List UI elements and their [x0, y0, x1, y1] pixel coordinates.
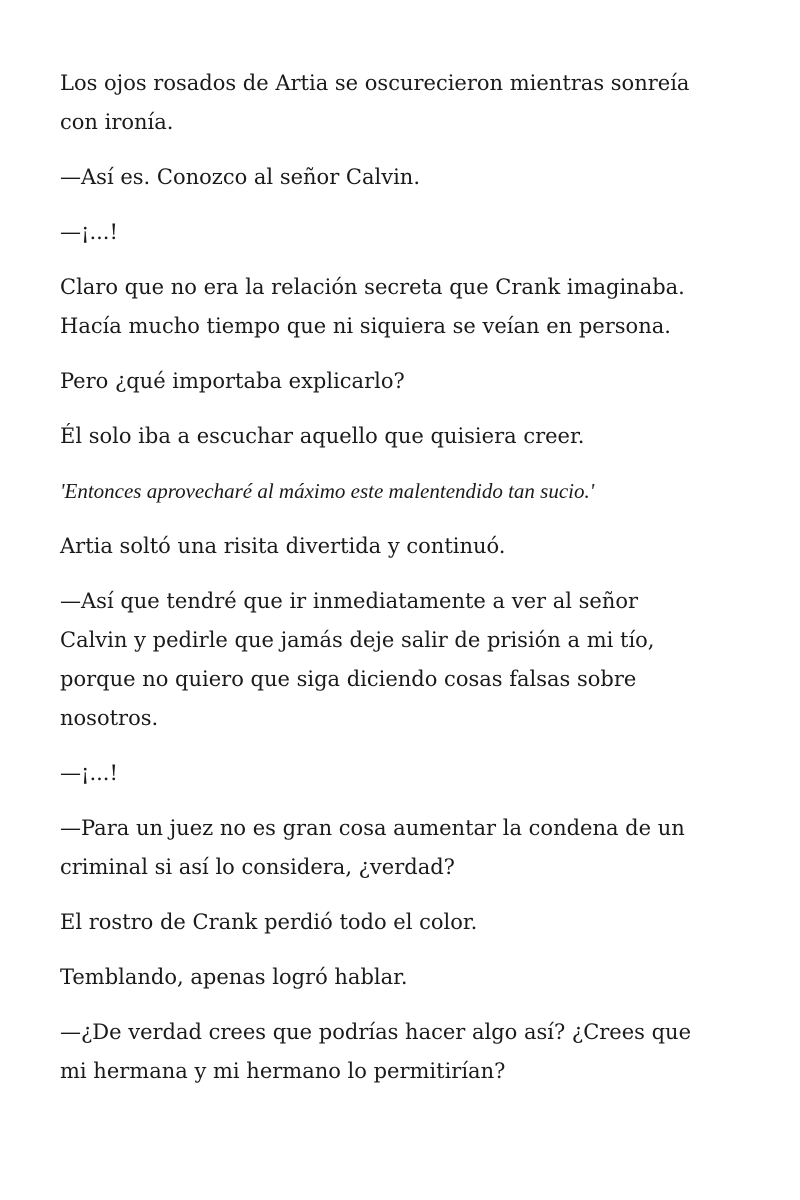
text-line: Claro que no era la relación secreta que Crank imaginaba.	[60, 275, 685, 299]
text-line: Artia soltó una risita divertida y continuó.	[60, 534, 506, 558]
paragraph	[60, 582, 740, 738]
paragraph	[60, 158, 740, 197]
text-line: —¡...!	[60, 220, 118, 244]
text-line: Él solo iba a escuchar aquello que quisiera creer.	[60, 424, 585, 448]
paragraph	[60, 417, 740, 456]
text-line: —Así que tendré que ir inmediatamente a ver al señor	[60, 589, 639, 613]
paragraph	[60, 362, 740, 401]
reading-page	[60, 64, 740, 1107]
paragraph	[60, 213, 740, 252]
text-line: mi hermana y mi hermano lo permitirían?	[60, 1059, 506, 1083]
text-line: Los ojos rosados de Artia se oscurecieron mientras sonreía	[60, 71, 690, 95]
text-line: Temblando, apenas logró hablar.	[60, 965, 408, 989]
text-line: Hacía mucho tiempo que ni siquiera se veían en persona.	[60, 314, 671, 338]
text-line: criminal si así lo considera, ¿verdad?	[60, 855, 455, 879]
text-line: porque no quiero que siga diciendo cosas falsas sobre	[60, 667, 637, 691]
paragraph	[60, 958, 740, 997]
paragraph	[60, 268, 740, 346]
paragraph	[60, 64, 740, 142]
thought-paragraph	[60, 472, 740, 511]
text-line: Calvin y pedirle que jamás deje salir de prisión a mi tío,	[60, 628, 655, 652]
paragraph	[60, 1013, 740, 1091]
paragraph	[60, 809, 740, 887]
paragraph	[60, 754, 740, 793]
text-line: —Para un juez no es gran cosa aumentar la condena de un	[60, 816, 685, 840]
text-line: —Así es. Conozco al señor Calvin.	[60, 165, 420, 189]
text-line: Pero ¿qué importaba explicarlo?	[60, 369, 405, 393]
text-line: —¿De verdad crees que podrías hacer algo así? ¿Crees que	[60, 1020, 692, 1044]
text-line: con ironía.	[60, 110, 174, 134]
text-line: nosotros.	[60, 706, 159, 730]
text-line: —¡...!	[60, 761, 118, 785]
paragraph	[60, 903, 740, 942]
text-line: 'Entonces aprovecharé al máximo este malentendido tan sucio.'	[60, 479, 595, 503]
text-line: El rostro de Crank perdió todo el color.	[60, 910, 478, 934]
paragraph	[60, 527, 740, 566]
